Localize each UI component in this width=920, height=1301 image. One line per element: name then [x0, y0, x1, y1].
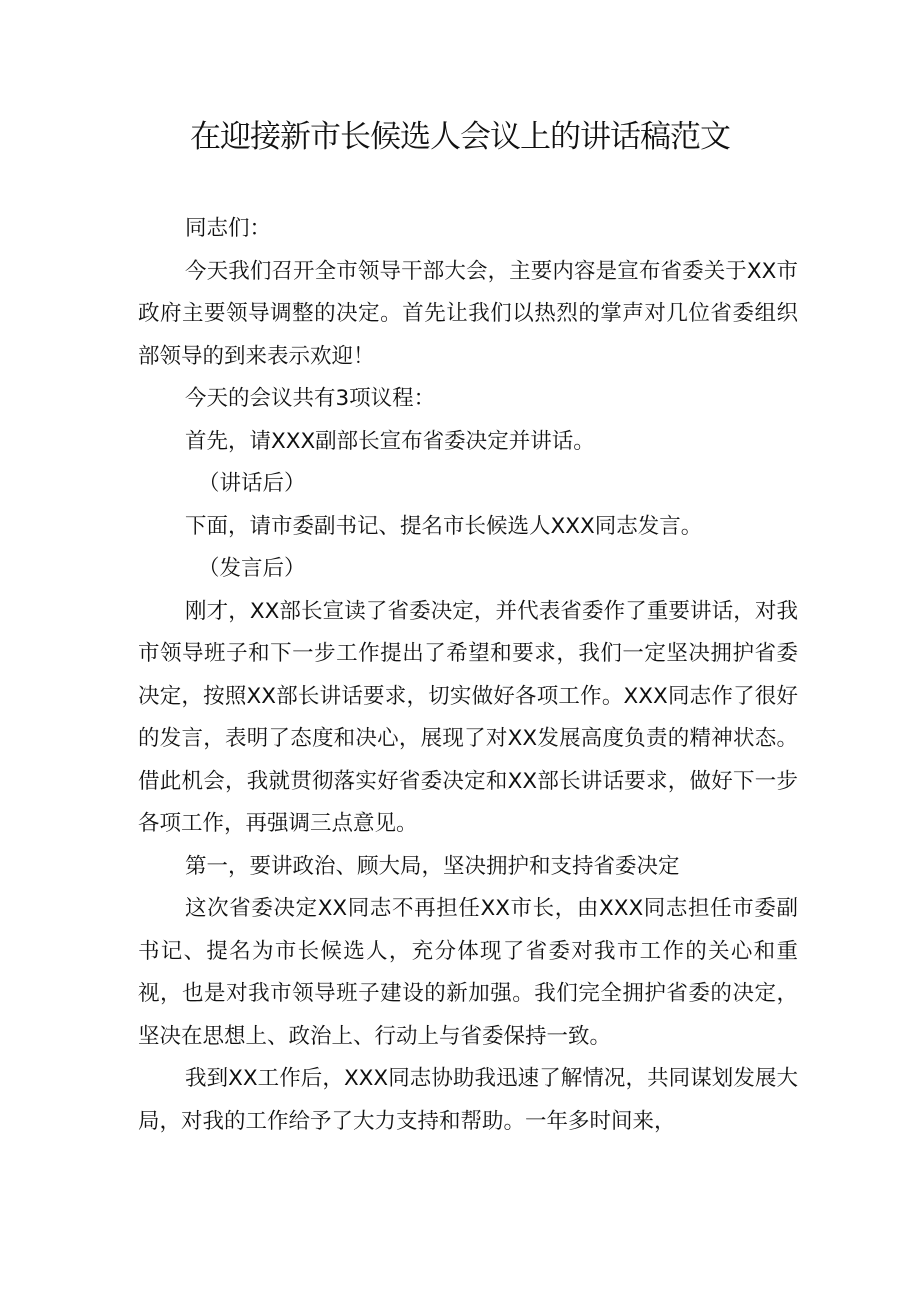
paragraph-agenda-item-2: 下面，请市委副书记、提名市长候选人XXX同志发言。	[185, 513, 703, 539]
paragraph-agenda-intro: 今天的会议共有3项议程：	[185, 386, 436, 411]
paragraph-point-1-body: 这次省委决定XX同志不再担任XX市长，由XXX同志担任市委副书记、提名为市长候选人，充分体现了省委对我市工作的关心和重视，也是对我市领导班子建设的新加强。我们完全拥护省委的决定，坚决在思想上、政治上、行动上与省委保持一致。	[138, 896, 798, 1049]
paragraph-stage-note-2: （发言后）	[198, 556, 306, 581]
paragraph-continuation: 我到XX工作后，XXX同志协助我迅速了解情况，共同谋划发展大局，对我的工作给予了大力支持和帮助。一年多时间来，	[138, 1066, 798, 1134]
document-body	[138, 208, 798, 1143]
paragraph-summary: 刚才，XX部长宣读了省委决定，并代表省委作了重要讲话，对我市领导班子和下一步工作提出了希望和要求，我们一定坚决拥护省委决定，按照XX部长讲话要求，切实做好各项工作。XXX同志作了很好的发言，表明了态度和决心，展现了对XX发展高度负责的精神状态。借此机会，我就贯彻落实好省委决定和XX部长讲话要求，做好下一步各项工作，再强调三点意见。	[138, 598, 798, 836]
paragraph-opening: 今天我们召开全市领导干部大会，主要内容是宣布省委关于XX市政府主要领导调整的决定。首先让我们以热烈的掌声对几位省委组织部领导的到来表示欢迎！	[138, 258, 798, 369]
paragraph-salutation: 同志们：	[185, 216, 272, 241]
paragraph-agenda-item-1: 首先，请XXX副部长宣布省委决定并讲话。	[185, 428, 595, 454]
paragraph-heading-point-1: 第一，要讲政治、顾大局，坚决拥护和支持省委决定	[185, 853, 680, 879]
document-title: 在迎接新市长候选人会议上的讲话稿范文	[190, 119, 730, 155]
paragraph-stage-note-1: （讲话后）	[198, 471, 306, 496]
